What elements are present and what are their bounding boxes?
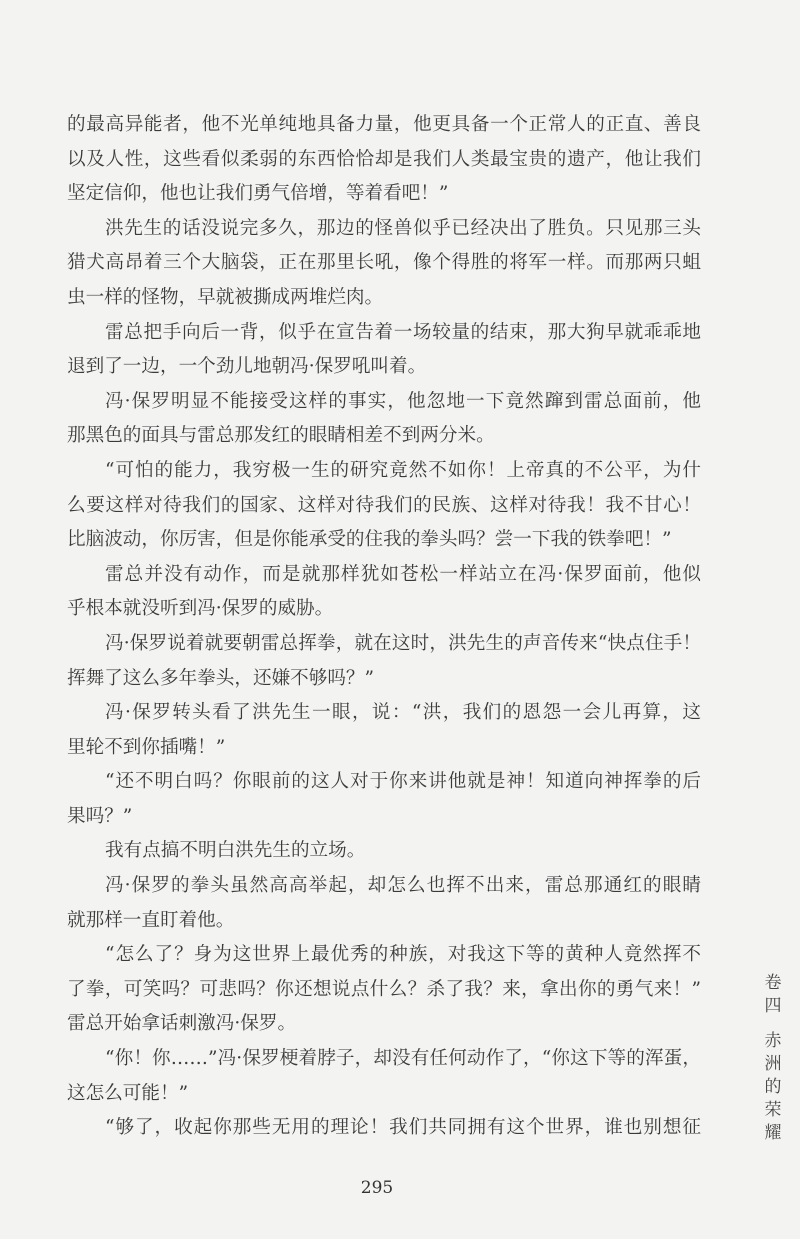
body-text [67,108,701,1146]
text-line: 冯·保罗转头看了洪先生一眼，说：“洪，我们的恩怨一会儿再算，这 [105,702,701,724]
text-line: 雷总开始拿话刺激冯·保罗。 [67,1013,297,1035]
text-line: 我有点搞不明白洪先生的立场。 [105,840,366,862]
text-line: 雷总把手向后一背，似乎在宣告着一场较量的结束，那大狗早就乖乖地 [105,321,701,343]
text-line: 就那样一直盯着他。 [67,909,235,931]
text-line: 了拳，可笑吗？可悲吗？你还想说点什么？杀了我？来，拿出你的勇气来！” [67,978,701,1000]
text-line: “还不明白吗？你眼前的这人对于你来讲他就是神！知道向神挥拳的后 [105,771,701,793]
text-line: “可怕的能力，我穷极一生的研究竟然不如你！上帝真的不公平，为什 [105,459,701,481]
text-line: 冯·保罗的拳头虽然高高举起，却怎么也挥不出来，雷总那通红的眼睛 [105,875,701,897]
title-char: 耀 [764,1123,782,1143]
text-line: 乎根本就没听到冯·保罗的威胁。 [67,598,334,620]
text-line: 虫一样的怪物，早就被撕成两堆烂肉。 [67,286,384,308]
text-line: “够了，收起你那些无用的理论！我们共同拥有这个世界，谁也别想征 [105,1117,701,1139]
volume-char: 四 [764,996,782,1016]
text-line: 洪先生的话没说完多久，那边的怪兽似乎已经决出了胜负。只见那三头 [105,217,701,239]
text-line: 雷总并没有动作，而是就那样犹如苍松一样站立在冯·保罗面前，他似 [105,563,701,585]
text-line: 的最高异能者，他不光单纯地具备力量，他更具备一个正常人的正直、善良 [67,114,701,135]
text-line: 那黑色的面具与雷总那发红的眼睛相差不到两分米。 [67,425,495,447]
text-line: 退到了一边，一个劲儿地朝冯·保罗吼叫着。 [67,356,427,378]
text-line: 里轮不到你插嘴！” [67,736,226,758]
title-char: 洲 [764,1054,782,1074]
text-line: “你！你……”冯·保罗梗着脖子，却没有任何动作了，“你这下等的浑蛋， [105,1048,701,1070]
text-line: 果吗？” [67,805,133,827]
page-number: 295 [360,1178,394,1198]
title-char: 的 [764,1077,782,1097]
text-line: 比脑波动，你厉害，但是你能承受的住我的拳头吗？尝一下我的铁拳吧！” [67,529,672,551]
volume-char: 卷 [764,973,782,993]
text-line: 这怎么可能！” [67,1082,189,1104]
text-line: 猎犬高昂着三个大脑袋，正在那里长吼，像个得胜的将军一样。而那两只蛆 [67,252,701,274]
running-header-vertical [762,972,784,1145]
text-line: 冯·保罗说着就要朝雷总挥拳，就在这时，洪先生的声音传来“快点住手！ [105,632,701,654]
text-line: 冯·保罗明显不能接受这样的事实，他忽地一下竟然蹿到雷总面前，他 [105,390,701,412]
title-char: 赤 [764,1031,782,1051]
title-char: 荣 [764,1100,782,1120]
text-line: “怎么了？身为这世界上最优秀的种族，对我这下等的黄种人竟然挥不 [105,944,701,966]
text-line: 坚定信仰，他也让我们勇气倍增，等着看吧！” [67,183,449,205]
text-line: 挥舞了这么多年拳头，还嫌不够吗？” [67,667,375,689]
text-line: 么要这样对待我们的国家、这样对待我们的民族、这样对待我！我不甘心！ [67,494,701,516]
text-line: 以及人性，这些看似柔弱的东西恰恰却是我们人类最宝贵的遗产，他让我们 [67,148,701,170]
